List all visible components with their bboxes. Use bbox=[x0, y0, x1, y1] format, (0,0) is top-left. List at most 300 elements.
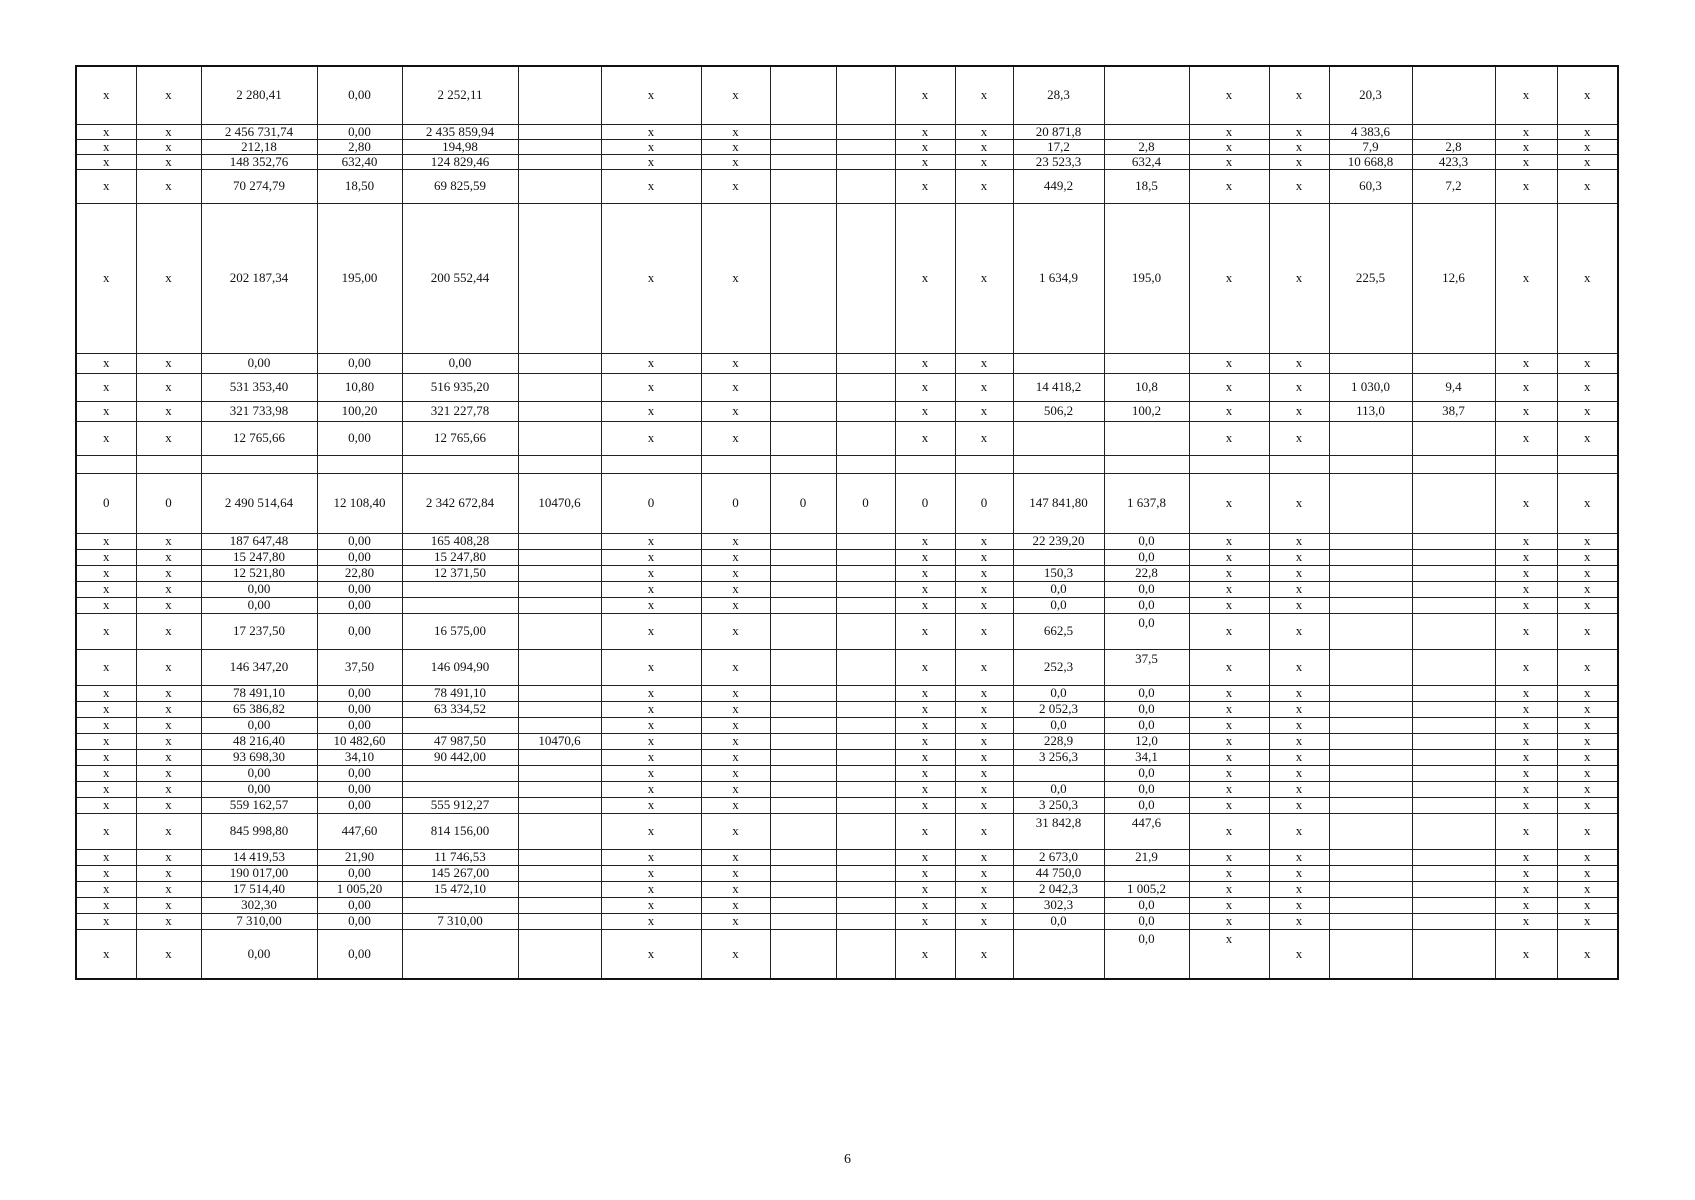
table-cell bbox=[1412, 849, 1495, 865]
table-cell bbox=[518, 124, 601, 139]
table-cell bbox=[770, 154, 836, 169]
table-cell bbox=[1329, 897, 1412, 913]
table-cell: x bbox=[955, 649, 1013, 685]
table-cell bbox=[836, 139, 895, 154]
table-cell: 506,2 bbox=[1013, 401, 1104, 421]
table-cell: x bbox=[601, 401, 701, 421]
table-cell bbox=[518, 353, 601, 373]
table-cell: x bbox=[1557, 929, 1618, 979]
table-cell: x bbox=[76, 421, 136, 455]
table-cell: x bbox=[1495, 549, 1557, 565]
table-cell: x bbox=[1189, 813, 1269, 849]
table-cell: x bbox=[1189, 533, 1269, 549]
table-cell: 165 408,28 bbox=[402, 533, 518, 549]
table-cell: x bbox=[601, 421, 701, 455]
table-row bbox=[76, 929, 1618, 979]
table-cell: 2 252,11 bbox=[402, 66, 518, 124]
table-cell bbox=[836, 203, 895, 353]
table-cell bbox=[770, 597, 836, 613]
table-cell: x bbox=[1495, 421, 1557, 455]
table-cell: 16 575,00 bbox=[402, 613, 518, 649]
table-cell: x bbox=[1557, 353, 1618, 373]
table-cell: 146 094,90 bbox=[402, 649, 518, 685]
table-cell: 0,0 bbox=[1104, 685, 1189, 701]
table-cell: x bbox=[701, 865, 770, 881]
table-cell: x bbox=[1269, 533, 1329, 549]
table-cell: x bbox=[1495, 613, 1557, 649]
table-cell: x bbox=[1495, 701, 1557, 717]
table-cell bbox=[770, 421, 836, 455]
table-cell: x bbox=[1269, 701, 1329, 717]
table-cell bbox=[1329, 353, 1412, 373]
table-cell: 31 842,8 bbox=[1013, 813, 1104, 849]
table-cell bbox=[518, 865, 601, 881]
table-cell bbox=[770, 929, 836, 979]
table-cell: x bbox=[76, 749, 136, 765]
table-cell: x bbox=[1557, 169, 1618, 203]
table-cell: 0,00 bbox=[317, 685, 402, 701]
table-cell: x bbox=[701, 733, 770, 749]
table-cell: x bbox=[1189, 613, 1269, 649]
table-cell: x bbox=[1495, 169, 1557, 203]
table-row bbox=[76, 649, 1618, 685]
table-cell: 63 334,52 bbox=[402, 701, 518, 717]
table-cell: 20 871,8 bbox=[1013, 124, 1104, 139]
table-cell: 1 637,8 bbox=[1104, 473, 1189, 533]
table-cell bbox=[1329, 813, 1412, 849]
table-cell bbox=[518, 613, 601, 649]
table-cell: x bbox=[1269, 421, 1329, 455]
table-cell bbox=[1104, 353, 1189, 373]
table-cell bbox=[518, 565, 601, 581]
table-cell: x bbox=[701, 797, 770, 813]
table-cell: 662,5 bbox=[1013, 613, 1104, 649]
table-row bbox=[76, 353, 1618, 373]
table-cell bbox=[1329, 685, 1412, 701]
table-cell bbox=[1329, 849, 1412, 865]
table-cell: x bbox=[601, 203, 701, 353]
table-cell: x bbox=[895, 549, 955, 565]
table-cell bbox=[402, 581, 518, 597]
table-cell: 0,00 bbox=[317, 581, 402, 597]
table-cell bbox=[836, 929, 895, 979]
table-cell: x bbox=[1557, 765, 1618, 781]
table-cell: x bbox=[1557, 473, 1618, 533]
table-cell: x bbox=[136, 139, 201, 154]
table-cell: x bbox=[955, 549, 1013, 565]
table-cell: x bbox=[1269, 765, 1329, 781]
table-cell bbox=[1412, 533, 1495, 549]
table-cell bbox=[836, 154, 895, 169]
table-cell: x bbox=[1189, 685, 1269, 701]
table-row bbox=[76, 473, 1618, 533]
table-cell: 302,30 bbox=[201, 897, 317, 913]
table-cell: x bbox=[1557, 401, 1618, 421]
table-cell: x bbox=[1495, 765, 1557, 781]
table-cell bbox=[1412, 749, 1495, 765]
table-cell bbox=[1412, 565, 1495, 581]
table-cell bbox=[1412, 765, 1495, 781]
table-cell: x bbox=[1269, 203, 1329, 353]
table-cell: x bbox=[76, 813, 136, 849]
table-cell: x bbox=[701, 613, 770, 649]
table-cell: x bbox=[76, 124, 136, 139]
table-cell: x bbox=[1495, 139, 1557, 154]
table-cell: x bbox=[1189, 717, 1269, 733]
table-cell: x bbox=[895, 733, 955, 749]
table-cell bbox=[1329, 781, 1412, 797]
table-cell bbox=[1557, 455, 1618, 473]
table-cell: x bbox=[1495, 849, 1557, 865]
table-cell bbox=[770, 701, 836, 717]
table-cell: x bbox=[1269, 549, 1329, 565]
table-cell: 0,00 bbox=[201, 597, 317, 613]
table-cell bbox=[770, 913, 836, 929]
table-cell bbox=[518, 649, 601, 685]
table-cell: x bbox=[895, 813, 955, 849]
table-cell: 0,0 bbox=[1013, 581, 1104, 597]
table-cell: 0,00 bbox=[201, 353, 317, 373]
table-cell: x bbox=[955, 701, 1013, 717]
table-cell: 2 042,3 bbox=[1013, 881, 1104, 897]
table-cell: x bbox=[701, 353, 770, 373]
table-cell: x bbox=[1269, 849, 1329, 865]
table-cell bbox=[518, 685, 601, 701]
table-cell: x bbox=[601, 565, 701, 581]
table-cell: 47 987,50 bbox=[402, 733, 518, 749]
table-cell bbox=[1412, 929, 1495, 979]
table-cell bbox=[836, 421, 895, 455]
table-cell bbox=[1013, 455, 1104, 473]
table-cell: x bbox=[955, 139, 1013, 154]
table-row bbox=[76, 765, 1618, 781]
table-cell: x bbox=[701, 717, 770, 733]
table-cell: x bbox=[895, 929, 955, 979]
table-cell: 70 274,79 bbox=[201, 169, 317, 203]
table-cell: x bbox=[1269, 169, 1329, 203]
table-cell: x bbox=[1269, 717, 1329, 733]
table-cell: 14 419,53 bbox=[201, 849, 317, 865]
table-cell: 18,5 bbox=[1104, 169, 1189, 203]
table-cell: 69 825,59 bbox=[402, 169, 518, 203]
table-cell: x bbox=[701, 401, 770, 421]
table-cell: x bbox=[76, 373, 136, 401]
table-cell bbox=[317, 455, 402, 473]
table-cell bbox=[836, 401, 895, 421]
table-cell: x bbox=[701, 421, 770, 455]
table-row bbox=[76, 597, 1618, 613]
table-cell bbox=[770, 139, 836, 154]
table-cell: 212,18 bbox=[201, 139, 317, 154]
table-cell: x bbox=[1495, 124, 1557, 139]
table-cell bbox=[1104, 455, 1189, 473]
table-cell bbox=[1013, 929, 1104, 979]
table-cell: 148 352,76 bbox=[201, 154, 317, 169]
table-cell bbox=[402, 717, 518, 733]
table-cell: x bbox=[136, 701, 201, 717]
table-cell: x bbox=[1557, 865, 1618, 881]
table-cell: x bbox=[955, 749, 1013, 765]
table-cell: 0,0 bbox=[1104, 765, 1189, 781]
table-cell bbox=[1412, 597, 1495, 613]
table-cell: 0 bbox=[770, 473, 836, 533]
table-cell: x bbox=[1557, 685, 1618, 701]
table-cell: x bbox=[1495, 813, 1557, 849]
table-cell: 0,0 bbox=[1104, 913, 1189, 929]
data-table-sheet bbox=[75, 65, 1617, 1117]
table-cell: x bbox=[1269, 597, 1329, 613]
table-cell: x bbox=[895, 565, 955, 581]
data-table bbox=[75, 65, 1619, 980]
table-cell bbox=[770, 549, 836, 565]
table-cell bbox=[770, 533, 836, 549]
table-cell: x bbox=[1189, 373, 1269, 401]
table-cell: x bbox=[1189, 421, 1269, 455]
table-cell bbox=[518, 533, 601, 549]
table-cell bbox=[1412, 613, 1495, 649]
table-cell: 321 733,98 bbox=[201, 401, 317, 421]
table-cell: x bbox=[601, 139, 701, 154]
table-cell: x bbox=[601, 597, 701, 613]
table-cell: x bbox=[1269, 581, 1329, 597]
table-cell bbox=[836, 765, 895, 781]
table-cell bbox=[518, 203, 601, 353]
table-cell: x bbox=[1189, 581, 1269, 597]
table-cell: x bbox=[1557, 781, 1618, 797]
table-cell: x bbox=[1189, 124, 1269, 139]
table-cell: x bbox=[76, 797, 136, 813]
table-cell: 0,0 bbox=[1013, 913, 1104, 929]
table-row bbox=[76, 401, 1618, 421]
table-cell bbox=[836, 913, 895, 929]
table-cell: x bbox=[601, 154, 701, 169]
table-cell: x bbox=[1495, 66, 1557, 124]
table-cell: x bbox=[76, 865, 136, 881]
table-cell: x bbox=[1495, 373, 1557, 401]
table-cell: 3 256,3 bbox=[1013, 749, 1104, 765]
table-row bbox=[76, 781, 1618, 797]
table-cell: 632,40 bbox=[317, 154, 402, 169]
table-cell: x bbox=[1269, 154, 1329, 169]
table-row bbox=[76, 154, 1618, 169]
table-cell: x bbox=[601, 533, 701, 549]
table-cell: x bbox=[76, 203, 136, 353]
table-cell bbox=[1412, 781, 1495, 797]
table-cell bbox=[1412, 701, 1495, 717]
table-cell: 0,00 bbox=[317, 781, 402, 797]
table-cell: 2,8 bbox=[1104, 139, 1189, 154]
table-cell: x bbox=[1557, 913, 1618, 929]
table-cell: 11 746,53 bbox=[402, 849, 518, 865]
table-cell: x bbox=[955, 717, 1013, 733]
table-cell bbox=[518, 929, 601, 979]
table-row bbox=[76, 613, 1618, 649]
table-cell: x bbox=[136, 154, 201, 169]
table-cell: x bbox=[601, 849, 701, 865]
table-cell bbox=[1412, 581, 1495, 597]
table-cell: x bbox=[1189, 139, 1269, 154]
table-cell: x bbox=[1189, 733, 1269, 749]
table-cell: x bbox=[1557, 421, 1618, 455]
table-cell: 0,0 bbox=[1104, 897, 1189, 913]
table-cell bbox=[518, 881, 601, 897]
table-cell: 0,0 bbox=[1104, 717, 1189, 733]
table-cell: x bbox=[136, 765, 201, 781]
table-cell: 48 216,40 bbox=[201, 733, 317, 749]
table-cell: x bbox=[601, 581, 701, 597]
table-cell: 124 829,46 bbox=[402, 154, 518, 169]
table-cell: x bbox=[136, 549, 201, 565]
table-cell: x bbox=[1557, 124, 1618, 139]
table-cell: 7 310,00 bbox=[402, 913, 518, 929]
table-cell bbox=[770, 124, 836, 139]
table-row bbox=[76, 169, 1618, 203]
table-cell bbox=[770, 765, 836, 781]
table-cell: 34,10 bbox=[317, 749, 402, 765]
table-cell bbox=[1412, 685, 1495, 701]
table-cell: x bbox=[955, 203, 1013, 353]
table-cell: 190 017,00 bbox=[201, 865, 317, 881]
table-cell: x bbox=[701, 66, 770, 124]
table-cell: x bbox=[1495, 717, 1557, 733]
table-cell: 0,00 bbox=[317, 797, 402, 813]
table-cell: x bbox=[1495, 533, 1557, 549]
table-cell: 2 490 514,64 bbox=[201, 473, 317, 533]
table-cell bbox=[1412, 733, 1495, 749]
table-cell bbox=[836, 813, 895, 849]
table-cell bbox=[1412, 124, 1495, 139]
table-cell: x bbox=[955, 813, 1013, 849]
table-cell: 0 bbox=[76, 473, 136, 533]
table-cell bbox=[1329, 881, 1412, 897]
table-cell: 15 247,80 bbox=[201, 549, 317, 565]
table-cell: 9,4 bbox=[1412, 373, 1495, 401]
table-cell: 18,50 bbox=[317, 169, 402, 203]
table-cell bbox=[1329, 797, 1412, 813]
table-cell: 100,2 bbox=[1104, 401, 1189, 421]
table-cell: x bbox=[76, 717, 136, 733]
table-cell: x bbox=[1269, 929, 1329, 979]
table-cell bbox=[1329, 549, 1412, 565]
table-cell: x bbox=[601, 717, 701, 733]
table-cell: 12 108,40 bbox=[317, 473, 402, 533]
table-row bbox=[76, 421, 1618, 455]
table-cell: 0,00 bbox=[317, 533, 402, 549]
table-cell: 60,3 bbox=[1329, 169, 1412, 203]
table-cell bbox=[518, 897, 601, 913]
table-cell bbox=[770, 649, 836, 685]
table-cell: x bbox=[601, 66, 701, 124]
table-cell: x bbox=[895, 797, 955, 813]
table-cell: x bbox=[1269, 613, 1329, 649]
table-cell bbox=[836, 717, 895, 733]
table-cell: 37,50 bbox=[317, 649, 402, 685]
table-cell: x bbox=[1189, 701, 1269, 717]
table-cell bbox=[1412, 797, 1495, 813]
table-cell: x bbox=[601, 613, 701, 649]
table-row bbox=[76, 797, 1618, 813]
table-cell bbox=[1329, 473, 1412, 533]
table-cell: x bbox=[1269, 649, 1329, 685]
table-cell: 0,00 bbox=[317, 897, 402, 913]
table-cell: x bbox=[1557, 749, 1618, 765]
table-cell: 0,00 bbox=[317, 421, 402, 455]
table-cell bbox=[76, 455, 136, 473]
table-cell: 4 383,6 bbox=[1329, 124, 1412, 139]
table-row bbox=[76, 913, 1618, 929]
table-cell bbox=[518, 749, 601, 765]
table-cell: x bbox=[895, 913, 955, 929]
table-cell bbox=[770, 881, 836, 897]
table-cell: x bbox=[136, 353, 201, 373]
table-row bbox=[76, 203, 1618, 353]
table-cell bbox=[770, 66, 836, 124]
table-cell: x bbox=[701, 813, 770, 849]
table-cell: x bbox=[1495, 929, 1557, 979]
table-cell: x bbox=[1557, 597, 1618, 613]
table-cell: x bbox=[895, 154, 955, 169]
table-row bbox=[76, 124, 1618, 139]
table-cell bbox=[1329, 765, 1412, 781]
table-cell: x bbox=[955, 613, 1013, 649]
table-cell bbox=[136, 455, 201, 473]
table-cell: x bbox=[76, 533, 136, 549]
table-cell: x bbox=[1189, 154, 1269, 169]
table-cell: x bbox=[701, 685, 770, 701]
table-cell: x bbox=[701, 533, 770, 549]
table-cell: x bbox=[1269, 353, 1329, 373]
table-cell: x bbox=[895, 685, 955, 701]
table-cell: x bbox=[701, 897, 770, 913]
table-cell bbox=[518, 66, 601, 124]
table-cell: 228,9 bbox=[1013, 733, 1104, 749]
table-cell: x bbox=[955, 66, 1013, 124]
table-cell: 0,0 bbox=[1013, 717, 1104, 733]
table-cell: 1 005,20 bbox=[317, 881, 402, 897]
table-cell bbox=[836, 613, 895, 649]
table-cell: x bbox=[701, 765, 770, 781]
table-cell: 194,98 bbox=[402, 139, 518, 154]
table-cell: x bbox=[136, 913, 201, 929]
table-cell bbox=[770, 797, 836, 813]
table-cell: 28,3 bbox=[1013, 66, 1104, 124]
table-cell bbox=[1329, 597, 1412, 613]
table-cell bbox=[1104, 66, 1189, 124]
table-cell: x bbox=[895, 66, 955, 124]
table-cell: 0,0 bbox=[1104, 797, 1189, 813]
table-cell: x bbox=[1557, 701, 1618, 717]
table-cell: x bbox=[601, 124, 701, 139]
table-cell bbox=[770, 581, 836, 597]
table-row bbox=[76, 581, 1618, 597]
table-row bbox=[76, 565, 1618, 581]
page-number: 6 bbox=[844, 1152, 851, 1167]
table-cell: x bbox=[701, 701, 770, 717]
table-cell: x bbox=[76, 565, 136, 581]
table-cell: 2 342 672,84 bbox=[402, 473, 518, 533]
table-cell: 12 765,66 bbox=[402, 421, 518, 455]
table-cell: x bbox=[601, 749, 701, 765]
table-cell: 21,9 bbox=[1104, 849, 1189, 865]
table-cell: x bbox=[701, 139, 770, 154]
table-cell: 0,00 bbox=[201, 765, 317, 781]
table-cell: x bbox=[895, 373, 955, 401]
table-cell: x bbox=[601, 913, 701, 929]
table-cell: x bbox=[955, 929, 1013, 979]
table-cell: x bbox=[701, 881, 770, 897]
table-cell bbox=[518, 717, 601, 733]
table-cell: x bbox=[76, 581, 136, 597]
